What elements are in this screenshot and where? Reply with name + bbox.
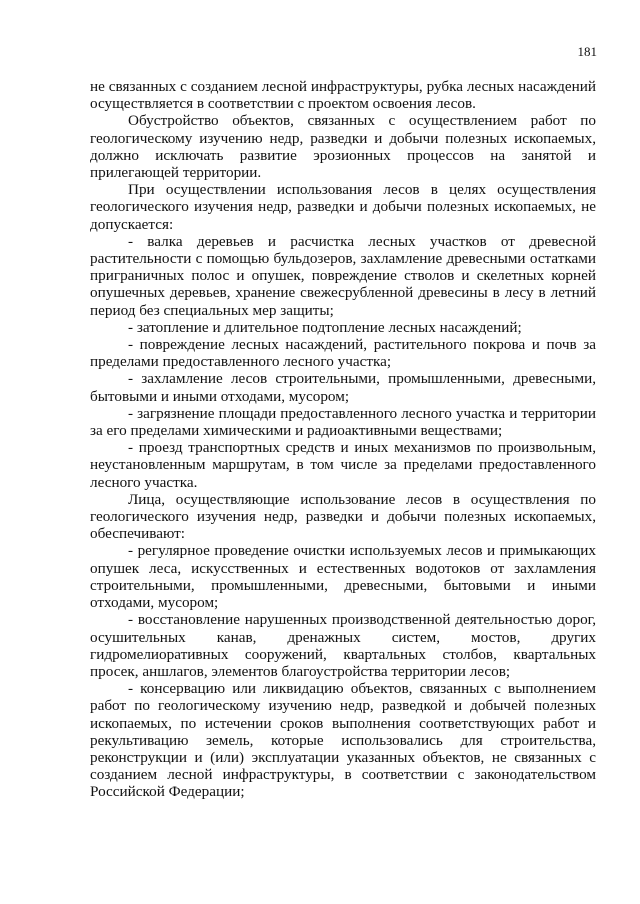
paragraph-arrangement: Обустройство объектов, связанных с осуществлением работ по геологическому изучению недр, разведки и добычи полезных ископаемых, должно исключать развитие эрозионных процессов на занятой и прилегающей территории. [90, 112, 596, 182]
page-number: 181 [577, 44, 597, 59]
paragraph-continuation: не связанных с созданием лесной инфраструктуры, рубка лесных насаждений осуществляется в соответствии с проектом освоения лесов. [90, 78, 596, 113]
list-item-prohibition: - валка деревьев и расчистка лесных участков от древесной растительности с помощью бульдозеров, захламление древесными остатками приграничных полос и опушек, повреждение стволов и скелетных корней опушечных деревьев, хранение свежесрубленной древесины в лесу в летний период без специальных мер защиты; [90, 232, 596, 319]
list-item-obligation: - регулярное проведение очистки используемых лесов и примыкающих опушек леса, искусственных и естественных водотоков от захламления строительными, промышленными, древесными, бытовыми и иными отходами, мусором; [90, 542, 596, 612]
list-item-prohibition: - захламление лесов строительными, промышленными, древесными, бытовыми и иными отходами, мусором; [90, 370, 596, 405]
paragraph-prohibitions-intro: При осуществлении использования лесов в целях осуществления геологического изучения недр, разведки и добычи полезных ископаемых, не допускается: [90, 181, 596, 233]
list-item-prohibition: - затопление и длительное подтопление лесных насаждений; [128, 318, 522, 336]
list-item-prohibition: - повреждение лесных насаждений, растительного покрова и почв за пределами предоставленного лесного участка; [90, 336, 596, 371]
body-text [90, 78, 596, 801]
list-item-obligation: - консервацию или ликвидацию объектов, связанных с выполнением работ по геологическому изучению недр, разведкой и добычей полезных ископаемых, по истечении сроков выполнения соответствующих работ и рекультивацию земель, которые использовались для строительства, реконструкции и (или) эксплуатации указанных объектов, не связанных с созданием лесной инфраструктуры, в соответствии с законодательством Российской Федерации; [90, 680, 596, 801]
list-item-prohibition: - загрязнение площади предоставленного лесного участка и территории за его пределами химическими и радиоактивными веществами; [90, 404, 596, 440]
list-item-prohibition: - проезд транспортных средств и иных механизмов по произвольным, неустановленным маршрутам, в том числе за пределами предоставленного лесного участка. [90, 439, 596, 491]
paragraph-obligations-intro: Лица, осуществляющие использование лесов в осуществления по геологического изучения недр, разведки и добычи полезных ископаемых, обеспечивают: [90, 490, 596, 543]
list-item-obligation: - восстановление нарушенных производственной деятельностью дорог, осушительных канав, дренажных систем, мостов, других гидромелиоративных сооружений, квартальных столбов, квартальных просек, аншлагов, элементов благоустройства территории лесов; [90, 611, 596, 680]
